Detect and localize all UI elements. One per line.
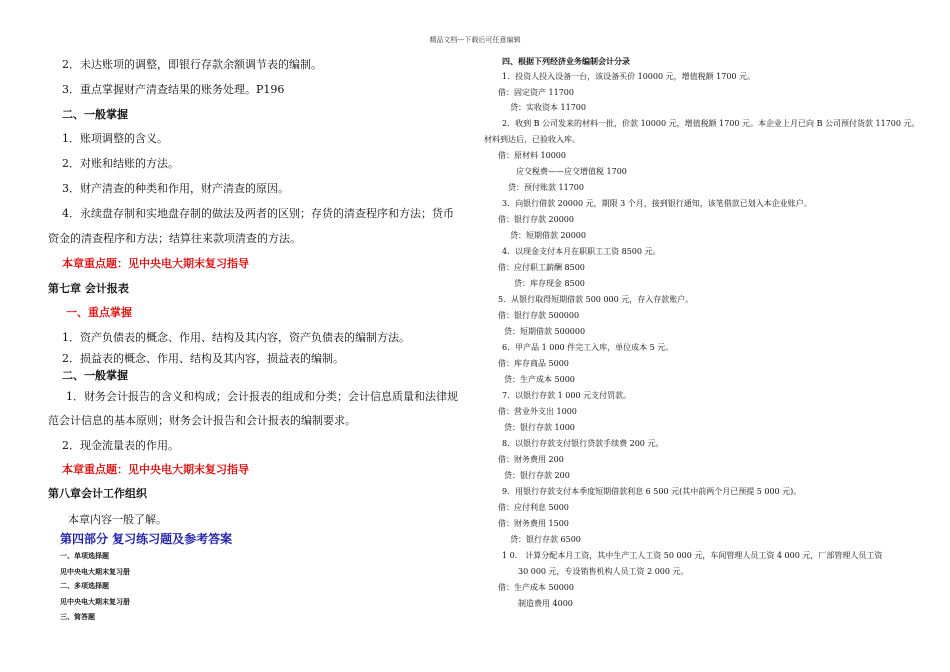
transaction-text: 30 000 元，专设销售机构人员工资 2 000 元。 [518,567,689,576]
journal-entry: 贷：短期借款 20000 [510,231,586,240]
text-line: 资金的清查程序和方法；结算往来款项清查的方法。 [48,232,301,245]
transaction-text: 6．甲产品 1 000 件完工入库，单位成本 5 元。 [502,343,674,352]
part-heading: 第四部分 复习练习题及参考答案 [60,532,233,546]
text-line: 1．资产负债表的概念、作用、结构及其内容，资产负债表的编制方法。 [62,331,410,344]
transaction-text: 1．投资人投入设备一台，该设备买价 10000 元，增值税额 1700 元。 [502,72,756,81]
journal-entry: 贷：银行存款 6500 [510,535,581,544]
chapter-heading: 第七章 会计报表 [48,282,129,295]
journal-entry: 借：应付职工薪酬 8500 [498,263,585,272]
text-line: 1．财务会计报告的含义和构成；会计报表的组成和分类；会计信息质量和法律规 [66,390,458,403]
text-line: 3．重点掌握财产清查结果的账务处理。P196 [62,83,285,96]
journal-entry: 借：银行存款 20000 [498,215,574,224]
journal-entry: 贷：实收资本 11700 [510,103,586,112]
text-line: 见中央电大期末复习册 [60,597,130,606]
journal-entry: 贷：银行存款 200 [504,471,570,480]
journal-entry: 贷：预付账款 11700 [508,183,584,192]
journal-entry: 贷：短期借款 500000 [504,327,586,336]
subsection-heading: 三、简答题 [60,612,95,621]
section-heading: 一、重点掌握 [66,306,132,319]
journal-entry: 借：营业外支出 1000 [498,407,577,416]
subsection-heading: 一、单项选择题 [60,551,109,560]
subsection-heading: 二、多项选择题 [60,581,109,590]
transaction-text: 3．向银行借款 20000 元，期限 3 个月，接到银行通知，该笔借款已划入本企业账户。 [502,199,812,208]
text-line: 本章内容一般了解。 [68,513,167,526]
journal-entry: 借：应付利息 5000 [498,503,569,512]
journal-entry: 贷：生产成本 5000 [504,375,575,384]
journal-entry: 制造费用 4000 [518,599,573,608]
key-question-note: 本章重点题：见中央电大期末复习指导 [62,463,249,476]
text-line: 2．对账和结账的方法。 [62,157,179,170]
journal-entry: 贷：库存现金 8500 [514,279,585,288]
text-line: 2．损益表的概念、作用、结构及其内容，损益表的编制。 [62,352,344,365]
journal-entry: 借：生产成本 50000 [498,583,574,592]
text-line: 1．账项调整的含义。 [62,132,168,145]
transaction-text: 4．以现金支付本月在职职工工资 8500 元。 [502,247,661,256]
header-note: 精品文档---下载后可任意编辑 [429,36,521,44]
journal-entry: 贷：银行存款 1000 [504,423,575,432]
transaction-text: 8．以银行存款支付银行贷款手续费 200 元。 [502,439,664,448]
text-line: 2．未达账项的调整，即银行存款余额调节表的编制。 [62,58,322,71]
transaction-text: 材料到达后，已验收入库。 [484,135,580,144]
key-question-note: 本章重点题：见中央电大期末复习指导 [62,257,249,270]
text-line: 范会计信息的基本原则；财务会计报告和会计报表的编制要求。 [48,414,356,427]
transaction-text: 5．从银行取得短期借款 500 000 元，存入存款账户。 [498,295,694,304]
text-line: 见中央电大期末复习册 [60,567,130,576]
journal-entry: 借：银行存款 500000 [498,311,580,320]
journal-entry: 应交税费——应交增值税 1700 [516,167,627,176]
transaction-text: 1 0． 计算分配本月工资，其中生产工人工资 50 000 元，车间管理人员工资 4 000 元，厂部管理人员工资 [502,551,883,560]
section-heading: 四、根据下列经济业务编制会计分录 [502,56,630,66]
transaction-text: 9．用银行存款支付本季度短期借款利息 6 500 元(其中前两个月已预提 5 000 元)。 [502,487,802,496]
text-line: 4．永续盘存制和实地盘存制的做法及两者的区别；存货的清查程序和方法；货币 [62,207,454,220]
section-heading: 二、一般掌握 [62,369,128,382]
journal-entry: 借：财务费用 200 [498,455,564,464]
journal-entry: 借：固定资产 11700 [498,88,574,97]
transaction-text: 2．收到 B 公司发来的材料一批，价款 10000 元，增值税额 1700 元。本企业上月已向 B 公司预付货款 11700 元。 [502,119,920,128]
text-line: 3．财产清查的种类和作用，财产清查的原因。 [62,182,289,195]
journal-entry: 借：库存商品 5000 [498,359,569,368]
transaction-text: 7．以银行存款 1 000 元支付罚款。 [502,391,632,400]
chapter-heading: 第八章会计工作组织 [48,487,147,500]
section-heading: 二、一般掌握 [62,108,128,121]
text-line: 2．现金流量表的作用。 [62,439,179,452]
journal-entry: 借：原材料 10000 [498,151,566,160]
journal-entry: 借：财务费用 1500 [498,519,569,528]
